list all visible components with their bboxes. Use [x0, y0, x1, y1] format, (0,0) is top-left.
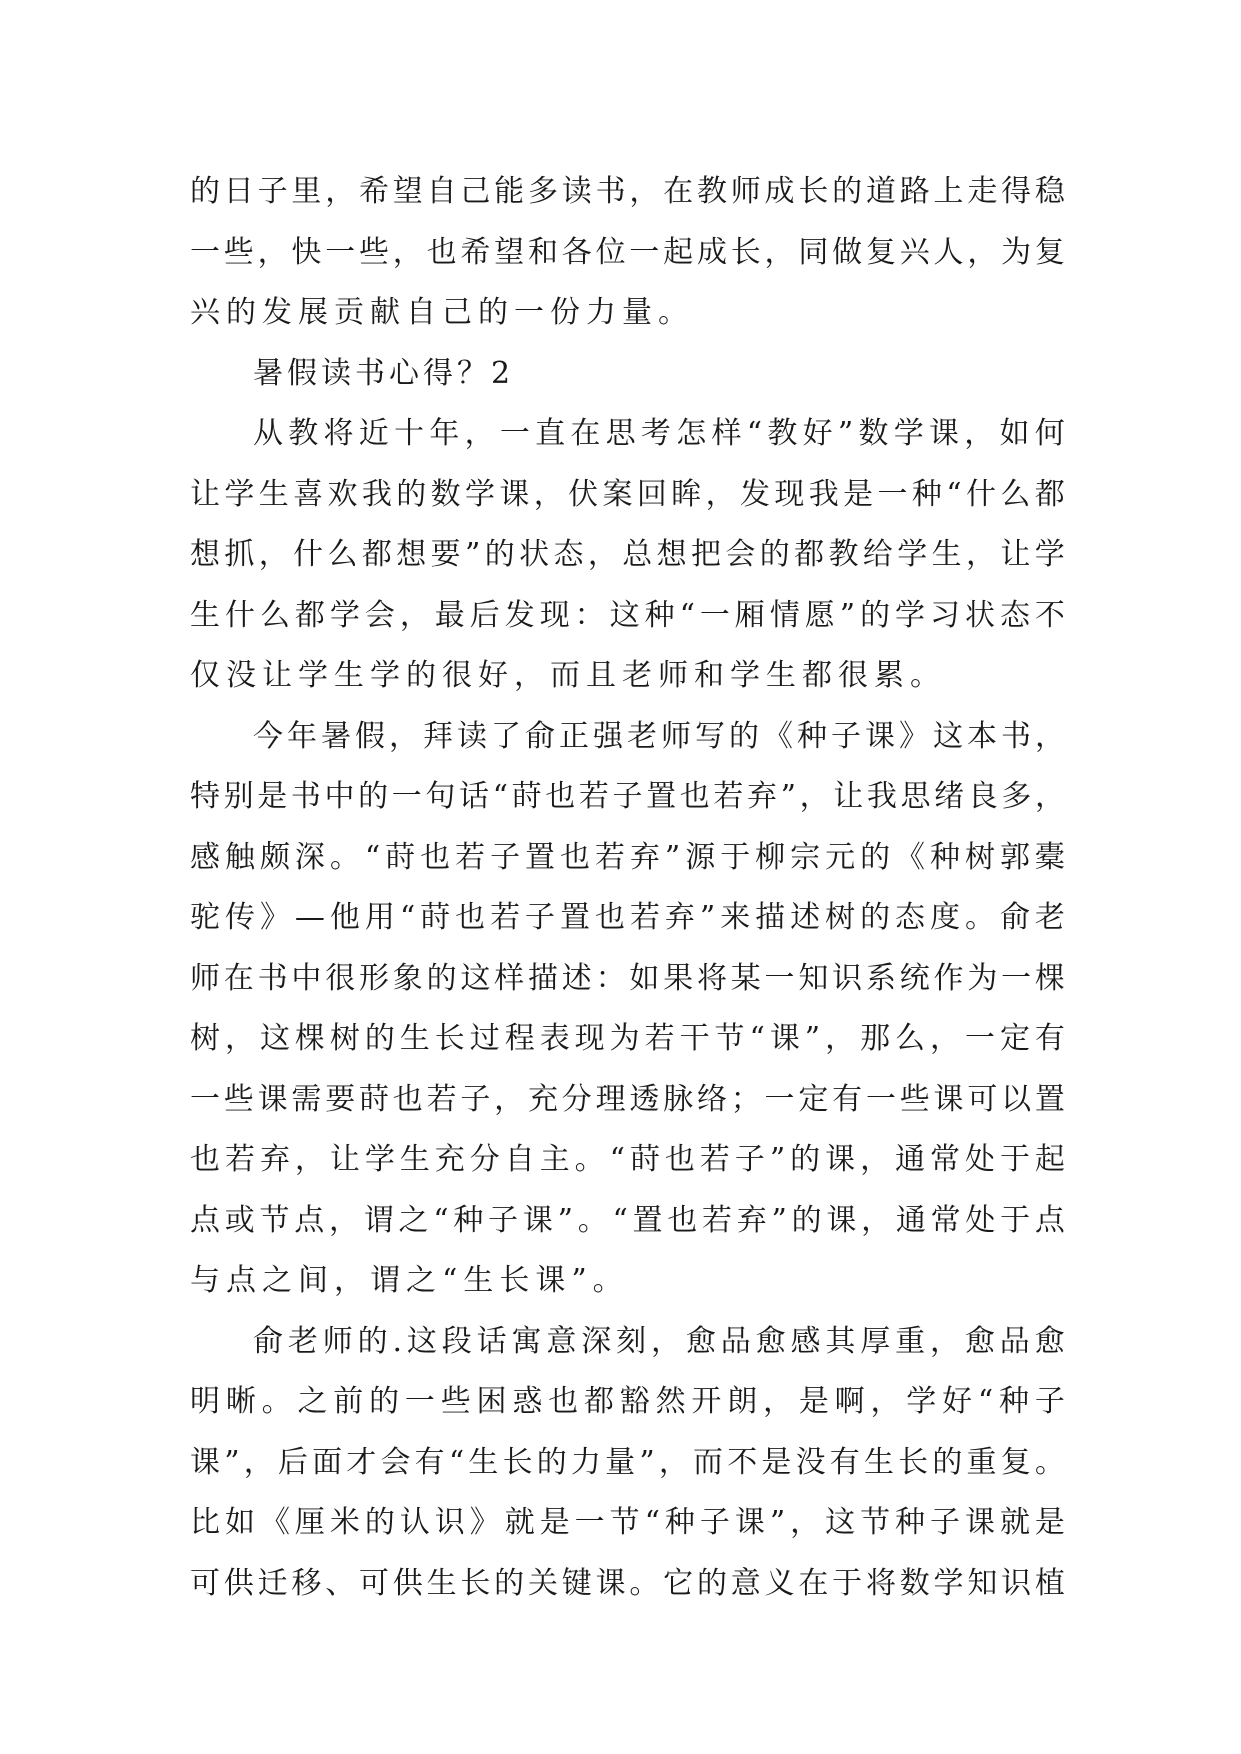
text-line: 与点之间，谓之“生长课”。 [190, 1263, 629, 1298]
text-line: 课 ” ， 后 面 才 会 有 “ 生 长 的 力 量 ” ， 而 不 是 没 有 生 长 的 重 复 。 [190, 1444, 1065, 1480]
section-heading: 暑假读书心得？2 [253, 355, 515, 391]
text-line: 仅没让学生学的很好，而且老师和学生都很累。 [190, 658, 946, 693]
text-line: 生 什 么 都 学 会 ， 最 后 发 现 ： 这 种 “ 一 厢 情 愿 ” 的 学 习 状 态 不 [190, 597, 1065, 633]
text-line: 兴的发展贡献自己的一份力量。 [190, 295, 694, 330]
text-line: 今 年 暑 假 ， 拜 读 了 俞 正 强 老 师 写 的 《 种 子 课 》 这 本 书 ， [253, 718, 1065, 754]
text-line: 想 抓 ， 什 么 都 想 要 ” 的 状 态 ， 总 想 把 会 的 都 教 给 学 生 ， 让 学 [190, 537, 1065, 572]
text-line: 明 晰 。 之 前 的 一 些 困 惑 也 都 豁 然 开 朗 ， 是 啊 ， 学 好 “ 种 子 [190, 1384, 1065, 1419]
text-line: 驼 传 》 — 他 用 “ 莳 也 若 子 置 也 若 弃 ” 来 描 述 树 的 态 度 。 俞 老 [190, 900, 1065, 935]
text-line: 让 学 生 喜 欢 我 的 数 学 课 ， 伏 案 回 眸 ， 发 现 我 是 一 种 “ 什 么 都 [190, 476, 1065, 512]
text-line: 从 教 将 近 十 年 ， 一 直 在 思 考 怎 样 “ 教 好 ” 数 学 课 ， 如 何 [253, 416, 1065, 451]
document-body [190, 162, 1065, 1614]
text-line: 师 在 书 中 很 形 象 的 这 样 描 述 ： 如 果 将 某 一 知 识 系 统 作 为 一 棵 [190, 960, 1065, 996]
text-line: 比 如 《 厘 米 的 认 识 》 就 是 一 节 “ 种 子 课 ” ， 这 节 种 子 课 就 是 [190, 1505, 1065, 1540]
text-line: 俞 老 师 的 . 这 段 话 寓 意 深 刻 ， 愈 品 愈 感 其 厚 重 ， 愈 品 愈 [253, 1323, 1065, 1359]
text-line: 一 些 ， 快 一 些 ， 也 希 望 和 各 位 一 起 成 长 ， 同 做 复 兴 人 ， 为 复 [190, 234, 1065, 270]
text-line: 感 触 颇 深 。 “ 莳 也 若 子 置 也 若 弃 ” 源 于 柳 宗 元 的 《 种 树 郭 橐 [190, 839, 1065, 875]
text-line: 的 日 子 里 ， 希 望 自 己 能 多 读 书 ， 在 教 师 成 长 的 道 路 上 走 得 稳 [190, 174, 1065, 209]
text-line: 一 些 课 需 要 莳 也 若 子 ， 充 分 理 透 脉 络 ； 一 定 有 一 些 课 可 以 置 [190, 1081, 1065, 1117]
text-line: 特 别 是 书 中 的 一 句 话 “ 莳 也 若 子 置 也 若 弃 ” ， 让 我 思 绪 良 多 ， [190, 779, 1065, 814]
text-line: 也 若 弃 ， 让 学 生 充 分 自 主 。 “ 莳 也 若 子 ” 的 课 ， 通 常 处 于 起 [190, 1142, 1065, 1177]
text-line: 点 或 节 点 ， 谓 之 “ 种 子 课 ” 。 “ 置 也 若 弃 ” 的 课 ， 通 常 处 于 点 [190, 1202, 1065, 1238]
text-line: 可 供 迁 移 、 可 供 生 长 的 关 键 课 。 它 的 意 义 在 于 将 数 学 知 识 植 [190, 1565, 1065, 1601]
text-line: 树 ， 这 棵 树 的 生 长 过 程 表 现 为 若 干 节 “ 课 ” ， 那 么 ， 一 定 有 [190, 1021, 1065, 1056]
